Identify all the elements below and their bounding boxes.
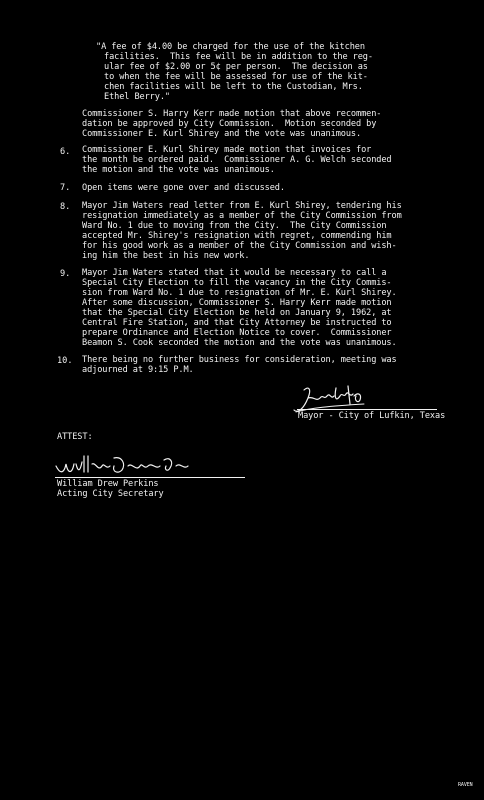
quote-line: ular fee of $2.00 or 5¢ per person. The decision as [104,62,368,72]
motion-line: Commissioner S. Harry Kerr made motion that above recommen- [82,109,382,119]
quote-line: chen facilities will be left to the Custodian, Mrs. [104,82,363,92]
item-line: accepted Mr. Shirey's resignation with regret, commending him [82,231,392,241]
item-line: Ward No. 1 due to moving from the City. The City Commission [82,221,387,231]
quote-line: Ethel Berry." [104,92,170,102]
item-line: ing him the best in his new work. [82,251,250,261]
secretary-signature-line [55,477,245,478]
item-number: 9. [60,269,71,279]
item-line: After some discussion, Commissioner S. Harry Kerr made motion [82,298,392,308]
item-number: 6. [60,147,71,157]
quote-line: facilities. This fee will be in addition to the reg- [104,52,373,62]
item-line: Beamon S. Cook seconded the motion and the vote was unanimous. [82,338,397,348]
mayor-signature-line [297,409,437,410]
item-line: sion from Ward No. 1 due to resignation of Mr. E. Kurl Shirey. [82,288,397,298]
item-line: prepare Ordinance and Election Notice to cover. Commissioner [82,328,392,338]
quote-line: "A fee of $4.00 be charged for the use of the kitchen [96,42,365,52]
item-line: Commissioner E. Kurl Shirey made motion that invoices for [82,145,372,155]
secretary-title: Acting City Secretary [57,489,164,499]
secretary-name: William Drew Perkins [57,479,159,489]
item-line: Mayor Jim Waters read letter from E. Kurl Shirey, tendering his [82,201,402,211]
item-line: the motion and the vote was unanimous. [82,165,275,175]
corner-mark: RAVEN [458,782,473,788]
item-line: There being no further business for consideration, meeting was [82,355,397,365]
item-number: 10. [57,356,73,366]
motion-line: dation be approved by City Commission. Motion seconded by [82,119,377,129]
item-number: 7. [60,183,71,193]
item-line: for his good work as a member of the City Commission and wish- [82,241,397,251]
item-line: resignation immediately as a member of the City Commission from [82,211,402,221]
item-number: 8. [60,202,71,212]
quote-line: to when the fee will be assessed for use of the kit- [104,72,368,82]
item-line: that the Special City Election be held on January 9, 1962, at [82,308,392,318]
item-line: adjourned at 9:15 P.M. [82,365,194,375]
item-line: Special City Election to fill the vacancy in the City Commis- [82,278,392,288]
attest-label: ATTEST: [57,432,93,442]
item-line: Mayor Jim Waters stated that it would be necessary to call a [82,268,387,278]
item-line: Open items were gone over and discussed. [82,183,285,193]
item-line: the month be ordered paid. Commissioner A. G. Welch seconded [82,155,392,165]
item-line: Central Fire Station, and that City Attorney be instructed to [82,318,392,328]
mayor-caption: Mayor - City of Lufkin, Texas [298,411,446,421]
motion-line: Commissioner E. Kurl Shirey and the vote was unanimous. [82,129,362,139]
